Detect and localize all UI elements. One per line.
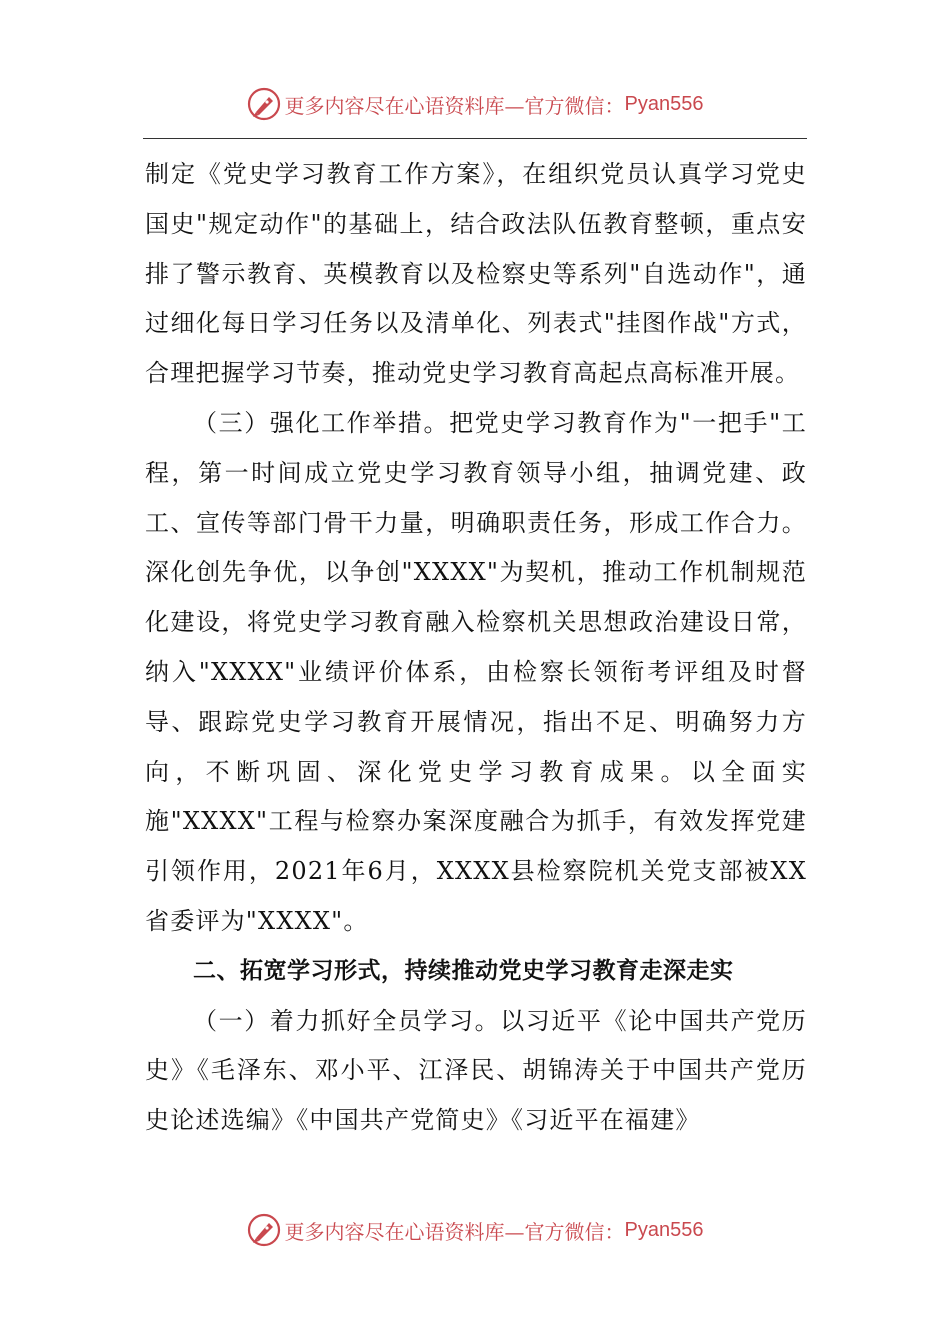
watermark-id: Pyan556 bbox=[624, 92, 704, 115]
watermark-id: Pyan556 bbox=[624, 1218, 704, 1241]
paragraph-1: 制定《党史学习教育工作方案》，在组织党员认真学习党史国史"规定动作"的基础上，结合政法队伍教育整顿，重点安排了警示教育、英模教育以及检察史等系列"自选动作"，通过细化每日学习任务以及清单化、列表式"挂图作战"方式，合理把握学习节奏，推动党史学习教育高起点高标准开展。 bbox=[145, 160, 807, 388]
header-divider bbox=[143, 138, 807, 139]
pen-nib-logo-icon bbox=[247, 1213, 281, 1247]
paragraph-2: （三）强化工作举措。把党史学习教育作为"一把手"工程，第一时间成立党史学习教育领导小组，抽调党建、政工、宣传等部门骨干力量，明确职责任务，形成工作合力。深化创先争优，以争创"XXXX"为契机，推动工作机制规范化建设，将党史学习教育融入检察机关思想政治建设日常，纳入"XXXX"业绩评价体系，由检察长领衔考评组及时督导、跟踪党史学习教育开展情况，指出不足、明确努力方向，不断巩固、深化党史学习教育成果。以全面实施"XXXX"工程与检察办案深度融合为抓手，有效发挥党建引领作用，2021年6月，XXXX县检察院机关党支部被XX省委评为"XXXX"。 bbox=[145, 408, 807, 935]
document-body bbox=[145, 150, 807, 1146]
paragraph-3: （一）着力抓好全员学习。以习近平《论中国共产党历史》《毛泽东、邓小平、江泽民、胡锦涛关于中国共产党历史论述选编》《中国共产党简史》《习近平在福建》 bbox=[145, 1006, 807, 1135]
footer-watermark bbox=[0, 1210, 950, 1250]
watermark-text: 更多内容尽在心语资料库—官方微信： bbox=[284, 1219, 625, 1244]
watermark-text: 更多内容尽在心语资料库—官方微信： bbox=[284, 93, 625, 118]
section-heading: 二、拓宽学习形式，持续推动党史学习教育走深走实 bbox=[193, 957, 734, 984]
header-watermark bbox=[0, 84, 950, 124]
pen-nib-logo-icon bbox=[247, 87, 281, 121]
